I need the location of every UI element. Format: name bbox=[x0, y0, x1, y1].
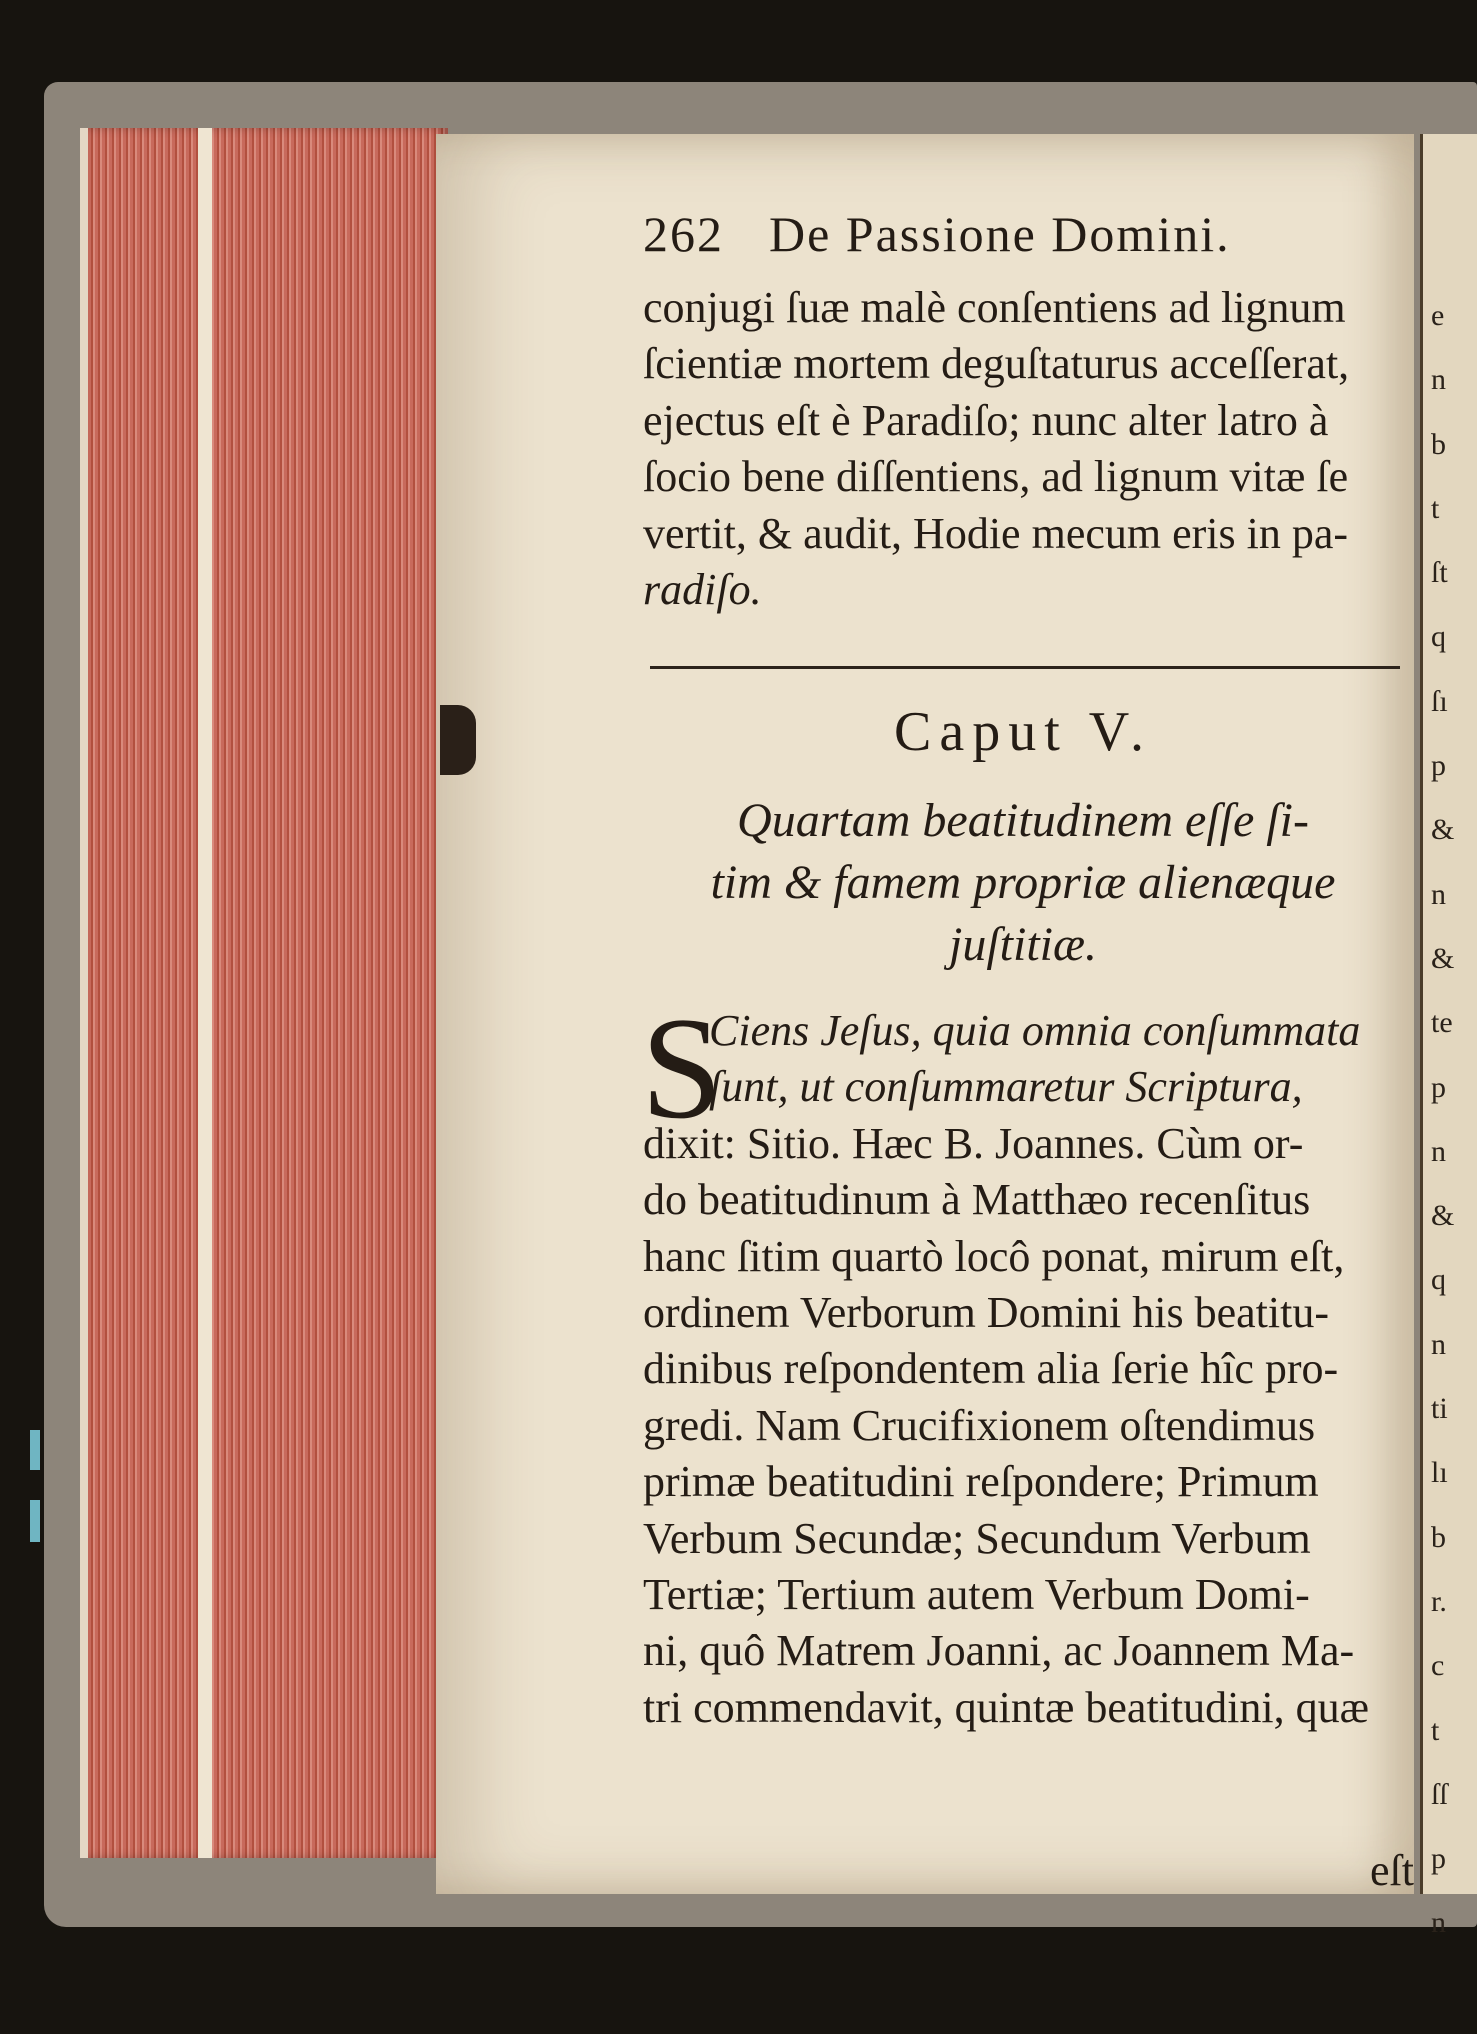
text-line: ordinem Verborum Domini his beatitu- bbox=[643, 1288, 1329, 1338]
facing-page-edge bbox=[1420, 134, 1477, 1940]
ink-stain bbox=[440, 705, 476, 775]
chapter-heading: Caput V. bbox=[894, 701, 1152, 763]
text-line: ſcientiæ mortem deguſtaturus acceſſerat, bbox=[643, 339, 1350, 389]
text-line: Verbum Secundæ; Secundum Verbum bbox=[643, 1513, 1311, 1563]
page-number: 262 bbox=[643, 206, 724, 262]
text-line: do beatitudinum à Matthæo recenſitus bbox=[643, 1175, 1311, 1225]
drop-cap: S bbox=[641, 987, 723, 1149]
facing-page-letters: e n b t ſt q ſı p & n & te p n & q n ti lı b r. c t ſſ p n bbox=[1431, 299, 1455, 1940]
blue-bookmark-tab bbox=[30, 1430, 40, 1470]
text-line: gredi. Nam Crucifixionem oſtendimus bbox=[643, 1400, 1316, 1450]
page-header bbox=[643, 205, 1403, 263]
chapter-title bbox=[643, 790, 1403, 976]
text-line: dinibus reſpondentem alia ſerie hîc pro- bbox=[643, 1344, 1339, 1394]
opening-paragraph bbox=[643, 280, 1403, 618]
text-line: tri commendavit, quintæ beatitudini, quæ bbox=[643, 1682, 1369, 1732]
catchword: eſt bbox=[1370, 1846, 1414, 1895]
page-block-gap bbox=[198, 128, 212, 1858]
text-line: primæ beatitudini reſpondere; Primum bbox=[643, 1457, 1319, 1507]
page-block-edge bbox=[80, 128, 448, 1858]
chapter-title-line: Quartam beatitudinem eſſe ſi- bbox=[737, 794, 1309, 847]
chapter-body bbox=[643, 1003, 1403, 1736]
chapter-title-line: juſtitiæ. bbox=[948, 918, 1098, 971]
text-line: radiſo. bbox=[643, 565, 762, 615]
text-line: hanc ſitim quartò locô ponat, mirum eſt, bbox=[643, 1231, 1345, 1281]
running-head: De Passione Domini. bbox=[769, 206, 1231, 262]
text-line: ni, quô Matrem Joanni, ac Joannem Ma- bbox=[643, 1626, 1355, 1676]
chapter-title-line: tim & famem propriæ alienæque bbox=[710, 856, 1336, 909]
text-line: conjugi ſuæ malè conſentiens ad lignum bbox=[643, 283, 1346, 332]
blue-bookmark-tab bbox=[30, 1500, 40, 1542]
text-line: dixit: Sitio. Hæc B. Joannes. Cùm or- bbox=[643, 1118, 1304, 1168]
text-line: vertit, & audit, Hodie mecum eris in pa- bbox=[643, 508, 1349, 558]
text-line: ſunt, ut conſummaretur Scriptura, bbox=[709, 1062, 1303, 1112]
text-line: Tertiæ; Tertium autem Verbum Domi- bbox=[643, 1570, 1310, 1620]
section-rule bbox=[650, 666, 1400, 669]
text-line: Ciens Jeſus, quia omnia conſummata bbox=[709, 1006, 1361, 1055]
text-line: ſocio bene diſſentiens, ad lignum vitæ ſe bbox=[643, 452, 1349, 502]
text-line: ejectus eſt è Paradiſo; nunc alter latro à bbox=[643, 395, 1329, 445]
